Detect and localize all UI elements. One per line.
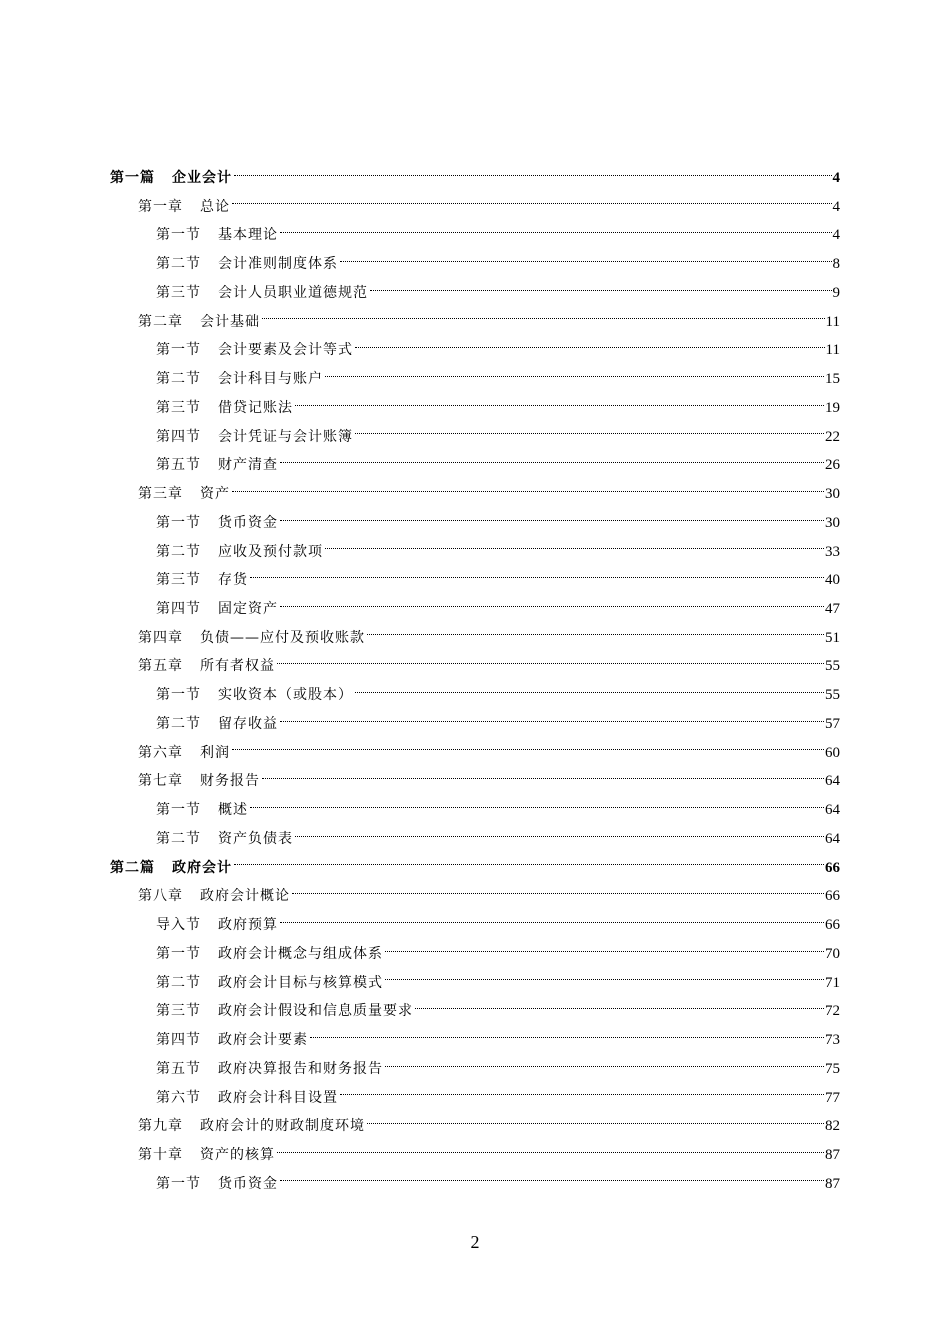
toc-entry-page: 55 xyxy=(825,658,840,675)
toc-entry-number: 第五节 xyxy=(156,1060,201,1077)
dot-leader xyxy=(280,231,832,233)
toc-entry-page: 8 xyxy=(832,256,840,273)
toc-entry-page: 26 xyxy=(825,457,840,474)
toc-entry-number: 导入节 xyxy=(156,917,201,934)
toc-entry-number: 第二篇 xyxy=(110,859,155,876)
dot-leader xyxy=(234,863,824,865)
dot-leader xyxy=(370,289,832,291)
toc-entry[interactable] xyxy=(110,423,840,452)
toc-entry-title: 会计科目与账户 xyxy=(218,371,323,388)
toc-entry-title: 借贷记账法 xyxy=(218,399,293,416)
toc-entry-number: 第二章 xyxy=(138,313,183,330)
toc-entry-page: 71 xyxy=(825,974,840,991)
toc-entry[interactable] xyxy=(110,164,840,193)
toc-entry-page: 4 xyxy=(832,227,840,244)
toc-entry[interactable] xyxy=(110,365,840,394)
dot-leader xyxy=(262,317,825,319)
toc-entry-title: 留存收益 xyxy=(218,715,278,732)
dot-leader xyxy=(232,202,832,204)
toc-entry[interactable] xyxy=(110,279,840,308)
toc-entry-number: 第一篇 xyxy=(110,170,155,186)
toc-entry-number: 第四节 xyxy=(156,428,201,445)
toc-entry-number: 第一节 xyxy=(156,227,201,244)
toc-entry-page: 70 xyxy=(825,945,840,962)
toc-entry-number: 第五章 xyxy=(138,658,183,675)
dot-leader xyxy=(355,346,825,348)
dot-leader xyxy=(232,748,824,750)
dot-leader xyxy=(250,576,824,578)
toc-entry[interactable] xyxy=(110,796,840,825)
dot-leader xyxy=(340,1093,824,1095)
toc-entry-page: 64 xyxy=(825,802,840,819)
toc-entry-number: 第二节 xyxy=(156,543,201,560)
toc-entry-title: 政府会计概念与组成体系 xyxy=(218,945,383,962)
toc-entry-page: 47 xyxy=(825,601,840,618)
toc-entry-number: 第二节 xyxy=(156,371,201,388)
dot-leader xyxy=(234,174,832,176)
dot-leader xyxy=(367,633,824,635)
toc-entry-page: 66 xyxy=(825,859,840,876)
toc-entry-number: 第九章 xyxy=(138,1118,183,1135)
toc-entry-number: 第一章 xyxy=(138,198,183,215)
toc-entry[interactable] xyxy=(110,767,840,796)
toc-entry-number: 第三节 xyxy=(156,399,201,416)
toc-entry-number: 第四节 xyxy=(156,601,201,618)
dot-leader xyxy=(232,490,824,492)
toc-entry[interactable] xyxy=(110,595,840,624)
toc-entry-page: 15 xyxy=(825,371,840,388)
toc-entry-title: 基本理论 xyxy=(218,227,278,244)
toc-entry[interactable] xyxy=(110,1026,840,1055)
dot-leader xyxy=(262,777,824,779)
dot-leader xyxy=(277,662,824,664)
toc-entry-page: 22 xyxy=(825,428,840,445)
toc-entry[interactable] xyxy=(110,451,840,480)
toc-entry-title: 财产清查 xyxy=(218,457,278,474)
toc-entry-number: 第一节 xyxy=(156,802,201,819)
toc-entry[interactable] xyxy=(110,969,840,998)
toc-entry-page: 51 xyxy=(825,629,840,646)
toc-entry-number: 第一节 xyxy=(156,945,201,962)
toc-entry[interactable] xyxy=(110,1112,840,1141)
toc-entry-title: 货币资金 xyxy=(218,1175,278,1192)
toc-entry-number: 第二节 xyxy=(156,715,201,732)
toc-entry-number: 第三节 xyxy=(156,284,201,301)
toc-entry-title: 会计凭证与会计账簿 xyxy=(218,428,353,445)
dot-leader xyxy=(280,605,824,607)
toc-entry-number: 第二节 xyxy=(156,974,201,991)
dot-leader xyxy=(310,1036,824,1038)
toc-entry-page: 75 xyxy=(825,1060,840,1077)
toc-entry-title: 资产 xyxy=(200,486,230,503)
toc-entry-page: 9 xyxy=(832,284,840,301)
toc-entry-number: 第一节 xyxy=(156,342,201,359)
toc-entry-title: 政府决算报告和财务报告 xyxy=(218,1060,383,1077)
toc-entry-number: 第六节 xyxy=(156,1089,201,1106)
dot-leader xyxy=(277,1151,824,1153)
toc-entry-number: 第二节 xyxy=(156,830,201,847)
toc-entry-title: 总论 xyxy=(200,198,230,215)
toc-entry-page: 82 xyxy=(825,1118,840,1135)
dot-leader xyxy=(250,806,824,808)
toc-entry[interactable] xyxy=(110,308,840,337)
toc-entry-title: 政府预算 xyxy=(218,917,278,934)
dot-leader xyxy=(415,1007,824,1009)
toc-entry-title: 资产的核算 xyxy=(200,1146,275,1163)
toc-entry-title: 政府会计 xyxy=(172,859,232,876)
toc-entry[interactable] xyxy=(110,997,840,1026)
toc-entry-title: 政府会计目标与核算模式 xyxy=(218,974,383,991)
toc-entry[interactable] xyxy=(110,1055,840,1084)
toc-entry-page: 33 xyxy=(825,543,840,560)
toc-entry[interactable] xyxy=(110,221,840,250)
toc-entry-title: 固定资产 xyxy=(218,601,278,618)
toc-entry-title: 负债——应付及预收账款 xyxy=(200,629,365,646)
toc-entry[interactable] xyxy=(110,911,840,940)
toc-entry-page: 66 xyxy=(825,917,840,934)
toc-entry-number: 第六章 xyxy=(138,744,183,761)
toc-entry[interactable] xyxy=(110,624,840,653)
toc-entry-title: 所有者权益 xyxy=(200,658,275,675)
toc-entry[interactable] xyxy=(110,710,840,739)
dot-leader xyxy=(292,892,824,894)
toc-entry-page: 19 xyxy=(825,399,840,416)
dot-leader xyxy=(280,921,824,923)
toc-entry[interactable] xyxy=(110,566,840,595)
toc-entry-page: 30 xyxy=(825,514,840,531)
page-number: 2 xyxy=(470,1232,480,1252)
toc-entry-number: 第二节 xyxy=(156,256,201,273)
toc-entry-page: 55 xyxy=(825,687,840,704)
toc-entry-page: 72 xyxy=(825,1003,840,1020)
toc-entry[interactable] xyxy=(110,1141,840,1170)
toc-entry-title: 会计基础 xyxy=(200,313,260,330)
toc-entry-title: 财务报告 xyxy=(200,773,260,790)
toc-entry-number: 第五节 xyxy=(156,457,201,474)
toc-entry-page: 64 xyxy=(825,773,840,790)
dot-leader xyxy=(325,547,824,549)
toc-entry-page: 57 xyxy=(825,715,840,732)
dot-leader xyxy=(355,432,824,434)
toc-entry-title: 存货 xyxy=(218,572,248,589)
dot-leader xyxy=(385,978,824,980)
toc-entry-title: 利润 xyxy=(200,744,230,761)
toc-entry-title: 企业会计 xyxy=(172,170,232,186)
toc-entry-page: 87 xyxy=(825,1146,840,1163)
toc-entry[interactable] xyxy=(110,250,840,279)
toc-entry[interactable] xyxy=(110,336,840,365)
toc-entry-number: 第一节 xyxy=(156,514,201,531)
toc-entry[interactable] xyxy=(110,538,840,567)
toc-entry-title: 政府会计科目设置 xyxy=(218,1089,338,1106)
toc-entry-title: 实收资本（或股本） xyxy=(218,687,353,704)
toc-entry-number: 第四章 xyxy=(138,629,183,646)
toc-entry-title: 政府会计假设和信息质量要求 xyxy=(218,1003,413,1020)
toc-entry[interactable] xyxy=(110,825,840,854)
toc-entry-title: 货币资金 xyxy=(218,514,278,531)
dot-leader xyxy=(280,1179,824,1181)
toc-entry-title: 会计要素及会计等式 xyxy=(218,342,353,359)
toc-entry[interactable] xyxy=(110,509,840,538)
toc-entry-page: 4 xyxy=(832,198,840,215)
toc-entry-page: 30 xyxy=(825,486,840,503)
dot-leader xyxy=(280,519,824,521)
dot-leader xyxy=(385,1065,824,1067)
dot-leader xyxy=(385,950,824,952)
toc-entry[interactable] xyxy=(110,480,840,509)
table-of-contents xyxy=(110,164,840,1198)
toc-entry-page: 60 xyxy=(825,744,840,761)
toc-entry-title: 会计准则制度体系 xyxy=(218,256,338,273)
toc-entry-number: 第八章 xyxy=(138,888,183,905)
toc-entry-number: 第三节 xyxy=(156,1003,201,1020)
toc-entry-page: 87 xyxy=(825,1175,840,1192)
toc-entry-page: 4 xyxy=(832,170,840,186)
toc-entry[interactable] xyxy=(110,1084,840,1113)
toc-entry-page: 11 xyxy=(825,313,840,330)
toc-entry-page: 73 xyxy=(825,1032,840,1049)
toc-entry[interactable] xyxy=(110,652,840,681)
toc-entry-page: 64 xyxy=(825,830,840,847)
dot-leader xyxy=(295,404,824,406)
toc-entry-number: 第一节 xyxy=(156,1175,201,1192)
toc-entry-title: 资产负债表 xyxy=(218,830,293,847)
toc-entry-title: 会计人员职业道德规范 xyxy=(218,284,368,301)
toc-entry-title: 应收及预付款项 xyxy=(218,543,323,560)
toc-entry-number: 第十章 xyxy=(138,1146,183,1163)
toc-entry-page: 40 xyxy=(825,572,840,589)
toc-entry[interactable] xyxy=(110,739,840,768)
toc-entry[interactable] xyxy=(110,940,840,969)
dot-leader xyxy=(295,835,824,837)
toc-entry[interactable] xyxy=(110,681,840,710)
toc-entry[interactable] xyxy=(110,193,840,222)
dot-leader xyxy=(325,375,824,377)
dot-leader xyxy=(340,260,832,262)
toc-entry-number: 第三章 xyxy=(138,486,183,503)
toc-entry[interactable] xyxy=(110,394,840,423)
toc-entry-page: 66 xyxy=(825,888,840,905)
toc-entry[interactable] xyxy=(110,854,840,883)
toc-entry-number: 第七章 xyxy=(138,773,183,790)
toc-entry[interactable] xyxy=(110,1170,840,1199)
dot-leader xyxy=(367,1122,824,1124)
toc-entry-page: 77 xyxy=(825,1089,840,1106)
toc-entry-page: 11 xyxy=(825,342,840,359)
dot-leader xyxy=(280,720,824,722)
toc-entry-number: 第四节 xyxy=(156,1032,201,1049)
dot-leader xyxy=(355,691,824,693)
toc-entry-title: 政府会计要素 xyxy=(218,1032,308,1049)
toc-entry-title: 概述 xyxy=(218,802,248,819)
toc-entry-title: 政府会计概论 xyxy=(200,888,290,905)
toc-entry-title: 政府会计的财政制度环境 xyxy=(200,1118,365,1135)
toc-entry-number: 第一节 xyxy=(156,687,201,704)
dot-leader xyxy=(280,461,824,463)
toc-entry-number: 第三节 xyxy=(156,572,201,589)
toc-entry[interactable] xyxy=(110,882,840,911)
